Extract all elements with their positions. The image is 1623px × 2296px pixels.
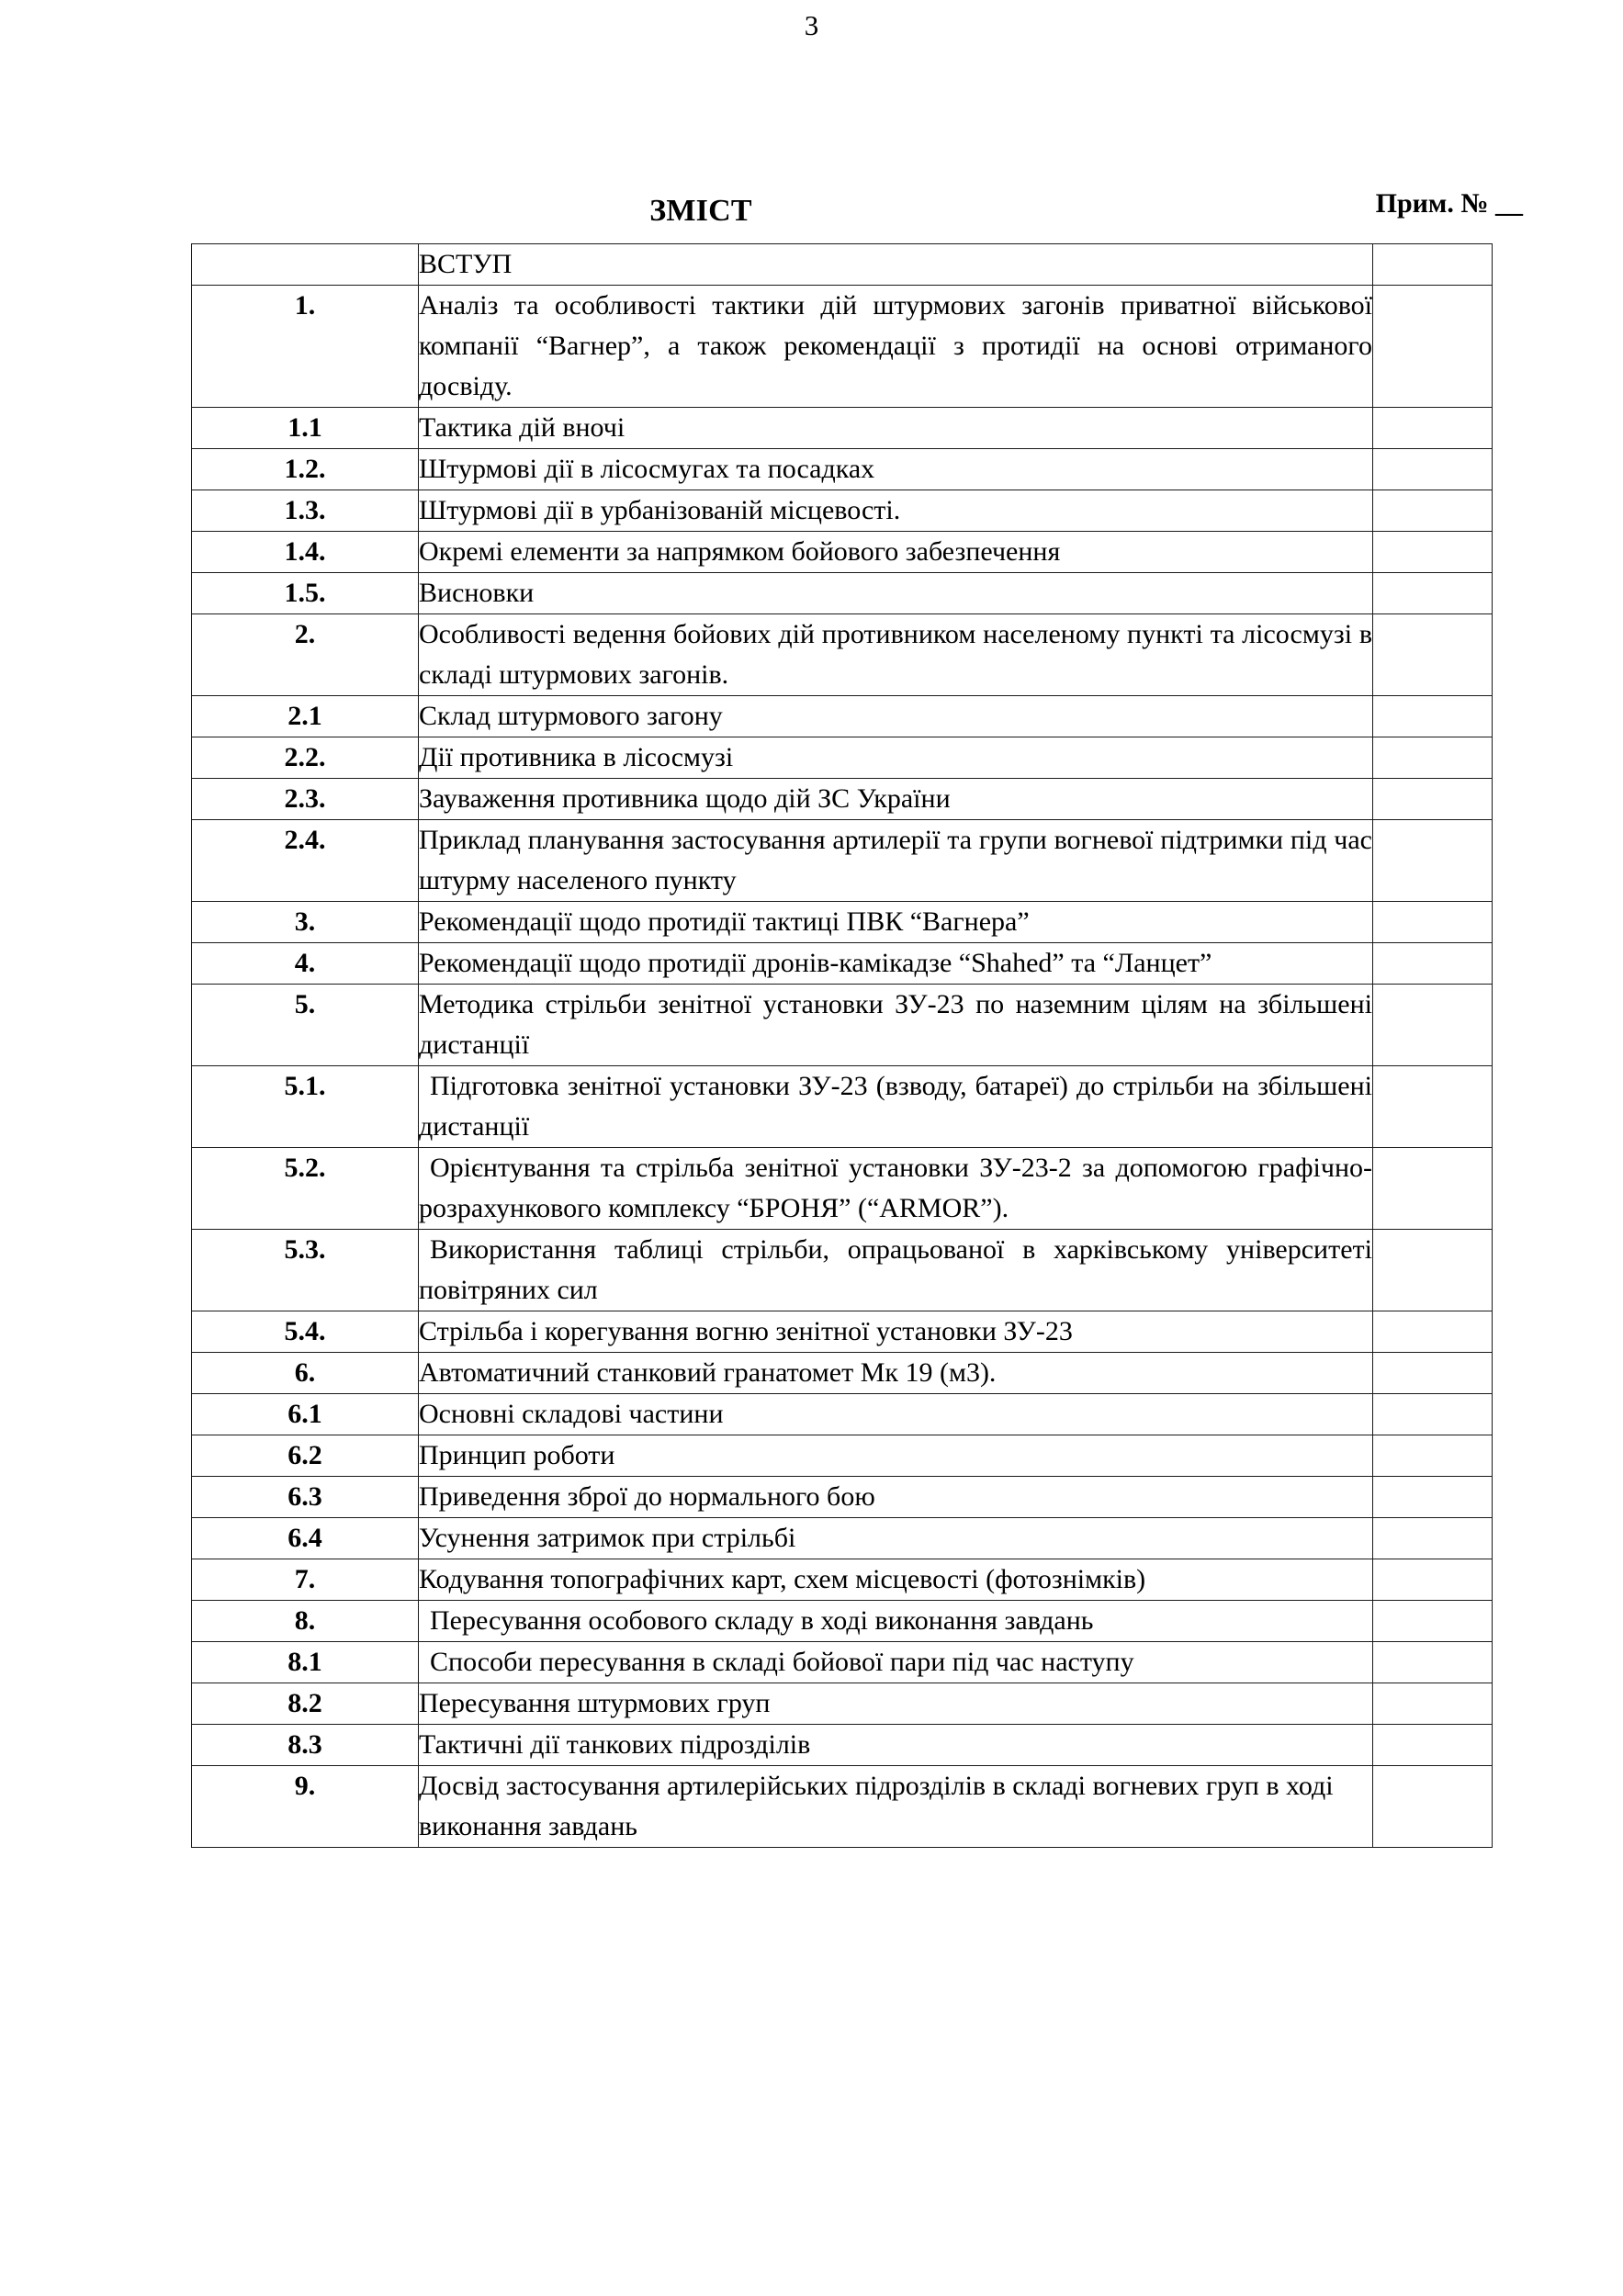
table-row [192,1353,1493,1394]
toc-item-title-text: Орієнтування та стрільба зенітної установки ЗУ-23-2 за допомогою графічно-розрахункового комплексу “БРОНЯ” (“ARMOR”). [419,1153,1372,1223]
toc-item-title-text: Рекомендації щодо протидії дронів-камікадзе “Shahed” та “Ланцет” [419,948,1212,978]
toc-item-title-text: Особливості ведення бойових дій противником населеному пункті та лісосмузі в складі штурмових загонів. [419,619,1372,690]
toc-item-title [419,985,1373,1066]
table-row [192,1559,1493,1601]
page-number: 3 [804,9,819,41]
toc-item-title-text: Дії противника в лісосмузі [419,742,734,772]
table-row [192,532,1493,573]
toc-item-number: 1.1 [192,408,419,449]
toc-item-title [419,1642,1373,1683]
toc-item-title [419,902,1373,943]
table-row [192,1725,1493,1766]
toc-item-title-text: Автоматичний станковий гранатомет Мк 19 (м3). [419,1357,997,1388]
table-row [192,449,1493,490]
table-row [192,1766,1493,1848]
toc-item-number: 2. [192,614,419,696]
toc-item-title [419,1435,1373,1477]
toc-item-title [419,1353,1373,1394]
table-row [192,408,1493,449]
toc-item-title [419,1311,1373,1353]
table-row [192,902,1493,943]
toc-item-title-text: Принцип роботи [419,1440,615,1470]
toc-item-title [419,286,1373,408]
toc-item-number: 6.4 [192,1518,419,1559]
table-row [192,1435,1493,1477]
toc-item-page-cell [1373,1725,1493,1766]
toc-item-title [419,1394,1373,1435]
table-row [192,573,1493,614]
toc-item-title-text: Методика стрільби зенітної установки ЗУ-23 по наземним цілям на збільшені дистанції [419,989,1372,1060]
toc-item-page-cell [1373,1683,1493,1725]
toc-item-title [419,737,1373,779]
toc-item-title-text: Стрільба і корегування вогню зенітної установки ЗУ-23 [419,1316,1073,1346]
table-row [192,696,1493,737]
table-row [192,1148,1493,1230]
toc-item-number: 7. [192,1559,419,1601]
toc-item-title [419,696,1373,737]
toc-table [191,243,1493,1848]
toc-item-number: 5.4. [192,1311,419,1353]
table-row [192,820,1493,902]
toc-item-number: 2.1 [192,696,419,737]
toc-item-number: 2.4. [192,820,419,902]
toc-item-title [419,1518,1373,1559]
table-row [192,614,1493,696]
toc-item-title-text: Пересування штурмових груп [419,1688,771,1718]
toc-item-page-cell [1373,1559,1493,1601]
toc-item-title [419,1683,1373,1725]
toc-item-title-text: Способи пересування в складі бойової пари під час наступу [430,1647,1134,1677]
toc-item-number: 4. [192,943,419,985]
toc-item-number: 5.2. [192,1148,419,1230]
toc-item-title-text: Пересування особового складу в ході виконання завдань [430,1605,1094,1636]
table-row [192,1311,1493,1353]
toc-item-title [419,820,1373,902]
toc-item-title-text: Аналіз та особливості тактики дій штурмових загонів приватної військової компанії “Вагнер”, а також рекомендації з протидії на основі отриманого досвіду. [419,290,1372,401]
table-row [192,1066,1493,1148]
toc-item-number: 5. [192,985,419,1066]
toc-item-page-cell [1373,1353,1493,1394]
toc-item-title [419,1766,1373,1848]
toc-item-page-cell [1373,1601,1493,1642]
toc-item-title [419,449,1373,490]
toc-item-number [192,244,419,286]
toc-item-number: 1.3. [192,490,419,532]
toc-item-page-cell [1373,737,1493,779]
toc-item-number: 8.2 [192,1683,419,1725]
toc-item-number: 2.3. [192,779,419,820]
toc-item-title [419,1477,1373,1518]
toc-item-title-text: Штурмові дії в урбанізованій місцевості. [419,495,901,525]
toc-item-page-cell [1373,820,1493,902]
toc-item-page-cell [1373,286,1493,408]
toc-item-title-text: Окремі елементи за напрямком бойового забезпечення [419,536,1061,567]
toc-item-number: 2.2. [192,737,419,779]
toc-item-number: 8. [192,1601,419,1642]
toc-item-title [419,408,1373,449]
toc-item-page-cell [1373,696,1493,737]
toc-item-title [419,943,1373,985]
toc-item-title-text: Основні складові частини [419,1399,724,1429]
toc-item-number: 8.3 [192,1725,419,1766]
toc-item-page-cell [1373,1642,1493,1683]
toc-item-title-text: Склад штурмового загону [419,701,723,731]
toc-item-page-cell [1373,408,1493,449]
table-row [192,737,1493,779]
toc-item-page-cell [1373,1394,1493,1435]
toc-item-title-text: Зауваження противника щодо дій ЗС України [419,783,951,814]
toc-item-number: 6. [192,1353,419,1394]
toc-item-page-cell [1373,1477,1493,1518]
toc-item-title-text: Підготовка зенітної установки ЗУ-23 (взводу, батареї) до стрільби на збільшені дистанції [419,1071,1372,1142]
toc-item-page-cell [1373,779,1493,820]
toc-item-page-cell [1373,490,1493,532]
toc-item-number: 6.1 [192,1394,419,1435]
toc-item-title-text: Тактичні дії танкових підрозділів [419,1729,811,1760]
toc-item-page-cell [1373,573,1493,614]
toc-item-number: 6.2 [192,1435,419,1477]
toc-item-page-cell [1373,1766,1493,1848]
toc-item-title [419,532,1373,573]
table-row [192,1230,1493,1311]
toc-item-page-cell [1373,614,1493,696]
toc-item-page-cell [1373,1311,1493,1353]
table-row [192,943,1493,985]
toc-item-title-text: Висновки [419,578,535,608]
table-row [192,985,1493,1066]
toc-item-title [419,1066,1373,1148]
toc-item-page-cell [1373,985,1493,1066]
toc-item-number: 1. [192,286,419,408]
toc-item-page-cell [1373,902,1493,943]
table-row [192,1394,1493,1435]
toc-item-number: 9. [192,1766,419,1848]
page-title: ЗМІСТ [649,194,752,228]
toc-item-page-cell [1373,1230,1493,1311]
toc-item-title-text: Штурмові дії в лісосмугах та посадках [419,454,875,484]
toc-table-body [192,244,1493,1848]
toc-item-page-cell [1373,943,1493,985]
toc-item-title-text: ВСТУП [419,249,513,279]
toc-item-number: 1.4. [192,532,419,573]
toc-item-title-text: Приклад планування застосування артилерії та групи вогневої підтримки під час штурму населеного пункту [419,825,1372,895]
toc-item-page-cell [1373,1435,1493,1477]
toc-item-page-cell [1373,532,1493,573]
table-row [192,1642,1493,1683]
table-row [192,490,1493,532]
toc-item-number: 1.5. [192,573,419,614]
toc-item-title [419,244,1373,286]
toc-item-number: 5.3. [192,1230,419,1311]
table-row [192,779,1493,820]
toc-item-title [419,490,1373,532]
toc-item-page-cell [1373,449,1493,490]
toc-item-page-cell [1373,1066,1493,1148]
table-row [192,1477,1493,1518]
toc-item-page-cell [1373,1518,1493,1559]
toc-item-number: 8.1 [192,1642,419,1683]
toc-item-title-text: Використання таблиці стрільби, опрацьованої в харківському університеті повітряних сил [419,1234,1372,1305]
toc-item-title [419,779,1373,820]
table-row [192,1601,1493,1642]
toc-item-title-text: Приведення зброї до нормального бою [419,1481,875,1512]
toc-item-title-text: Тактика дій вночі [419,412,626,443]
toc-item-page-cell [1373,244,1493,286]
table-row [192,286,1493,408]
toc-item-title [419,1559,1373,1601]
toc-item-title [419,1725,1373,1766]
toc-item-title [419,1230,1373,1311]
table-row [192,1518,1493,1559]
toc-item-number: 6.3 [192,1477,419,1518]
copy-number-label: Прим. № __ [1375,188,1523,219]
toc-item-title-text: Кодування топографічних карт, схем місцевості (фотознімків) [419,1564,1146,1594]
toc-item-title-text: Усунення затримок при стрільбі [419,1523,796,1553]
toc-item-title-text: Рекомендації щодо протидії тактиці ПВК “Вагнера” [419,906,1030,937]
toc-item-title-text: Досвід застосування артилерійських підрозділів в складі вогневих груп в ході виконання завдань [419,1771,1334,1841]
toc-item-title [419,1601,1373,1642]
toc-item-title [419,573,1373,614]
table-of-contents [191,243,1492,1848]
toc-item-title [419,1148,1373,1230]
toc-item-number: 1.2. [192,449,419,490]
table-row [192,1683,1493,1725]
toc-item-page-cell [1373,1148,1493,1230]
toc-item-number: 5.1. [192,1066,419,1148]
toc-item-number: 3. [192,902,419,943]
document-header [191,188,1523,242]
toc-item-title [419,614,1373,696]
table-row [192,244,1493,286]
